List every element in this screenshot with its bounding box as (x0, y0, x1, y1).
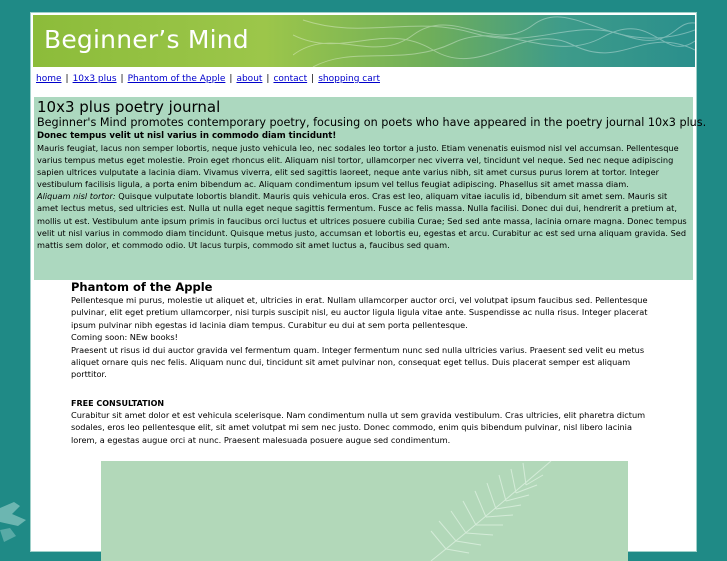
nav-separator: | (65, 74, 69, 84)
nav-separator: | (120, 74, 124, 84)
nav-separator: | (266, 74, 270, 84)
apple-section (71, 280, 651, 381)
nav-phantom-of-the-apple[interactable]: Phantom of the Apple (127, 74, 226, 84)
apple-title: Phantom of the Apple (71, 280, 213, 294)
journal-title: 10x3 plus poetry journal (37, 98, 221, 116)
journal-paragraph: Mauris feugiat, lacus non semper lobortis, neque justo vehicula leo, nec sodales leo tortor a justo. Etiam venenatis euismod nisl vel accumsan. Pellentesque varius tempus metus eget molestie. Proin eget rhoncus elit. Aliquam nisl tortor, ullamcorper nec viverra vel, tincidunt vel neque. Sed nec neque adipiscing sapien ultrices vulputate a lacinia diam. Vivamus viverra, elit sed sagittis laoreet, neque ante varius nibh, sit amet cursus purus lorem at tortor. Integer vestibulum facilisis ligula, a porta enim bibendum ac. Aliquam condimentum ipsum vel tellus feugiat adipiscing. Phasellus sit amet massa diam. (37, 143, 679, 190)
site-banner (33, 15, 695, 67)
journal-lead: Donec tempus velit ut nisl varius in commodo diam tincidunt! (37, 131, 337, 141)
journal-subtitle: Beginner's Mind promotes contemporary poetry, focusing on poets who have appeared in the poetry journal 10x3 plus. (37, 116, 707, 129)
apple-coming-soon: Coming soon: NEw books! (71, 332, 178, 343)
journal-paragraph-lead: Aliquam nisl tortor: (37, 191, 116, 202)
nav-10x3-plus[interactable]: 10x3 plus (72, 74, 117, 84)
banner-texture (293, 15, 695, 67)
fern-leaf-icon (101, 461, 628, 561)
nav-shopping-cart[interactable]: shopping cart (318, 74, 380, 84)
nav-contact[interactable]: contact (273, 74, 308, 84)
nav-separator: | (311, 74, 315, 84)
nav-separator: | (229, 74, 233, 84)
journal-panel (34, 97, 707, 280)
page-container (30, 12, 707, 552)
apple-paragraph: Praesent ut risus id dui auctor gravida vel fermentum quam. Integer fermentum nunc sed nulla ultricies varius. Praesent sed velit eu metus aliquet ornare quis nec felis. Aliquam nunc dui, tincidunt sit amet pulvinar non, consequat eget tellus. Duis placerat semper est aliquam porttitor. (71, 344, 645, 380)
journal-paragraph (37, 190, 690, 250)
consultation-section (71, 398, 651, 446)
site-title[interactable]: Beginner’s Mind (44, 25, 249, 54)
promo-image (101, 461, 628, 561)
apple-paragraph: Pellentesque mi purus, molestie ut aliquet et, ultricies in erat. Nullam ullamcorper auctor orci, vel volutpat ipsum faucibus sed. Pellentesque pulvinar, elit eget pretium ullamcorper, nisi turpis suscipit nisl, eu auctor ligula ligula vitae ante. Suspendisse ac nulla risus. Integer placerat ipsum pulvinar nibh egestas id lacinia diam tempus. Curabitur eu dui at sem porta pellentesque. (71, 295, 648, 330)
consultation-title: FREE CONSULTATION (71, 399, 165, 408)
journal-paragraph-text: Quisque vulputate lobortis blandit. Mauris quis vehicula eros. Cras est leo, aliquam vitae iaculis id, bibendum sit amet sem. Mauris sit amet lectus metus, sed ultricies est. Nulla ut nulla eget neque sagittis fermentum. Fusce ac felis massa. Nulla facilisi. Donec dui dui, hendrerit a pretium at, mollis ut est. Vestibulum ante ipsum primis in faucibus orci luctus et ultrices posuere cubilia Curae; Sed sed ante massa, lacinia ornare magna. Donec tempus velit ut nisl varius in commodo diam tincidunt. Quisque metus justo, accumsan et lobortis eu, egestas et arcu. Curabitur ac est sed urna aliquam gravida. Sed mattis sem dolor, et commodo odio. Ut lacus turpis, commodo sit amet luctus a, faucibus sed quam. (37, 191, 687, 250)
consultation-paragraph: Curabitur sit amet dolor et est vehicula scelerisque. Nam condimentum nulla ut sem gravida vestibulum. Cras ultricies, elit pharetra dictum sodales, eros leo pellentesque elit, sit amet volutpat mi sem nec justo. Donec commodo, enim quis bibendum pulvinar, nisl libero lacinia lorem, a egestas augue orci at nunc. Praesent malesuada posuere augue sed condimentum. (71, 410, 646, 445)
nav-about[interactable]: about (236, 74, 263, 84)
top-nav (36, 74, 380, 84)
nav-home[interactable]: home (36, 74, 62, 84)
